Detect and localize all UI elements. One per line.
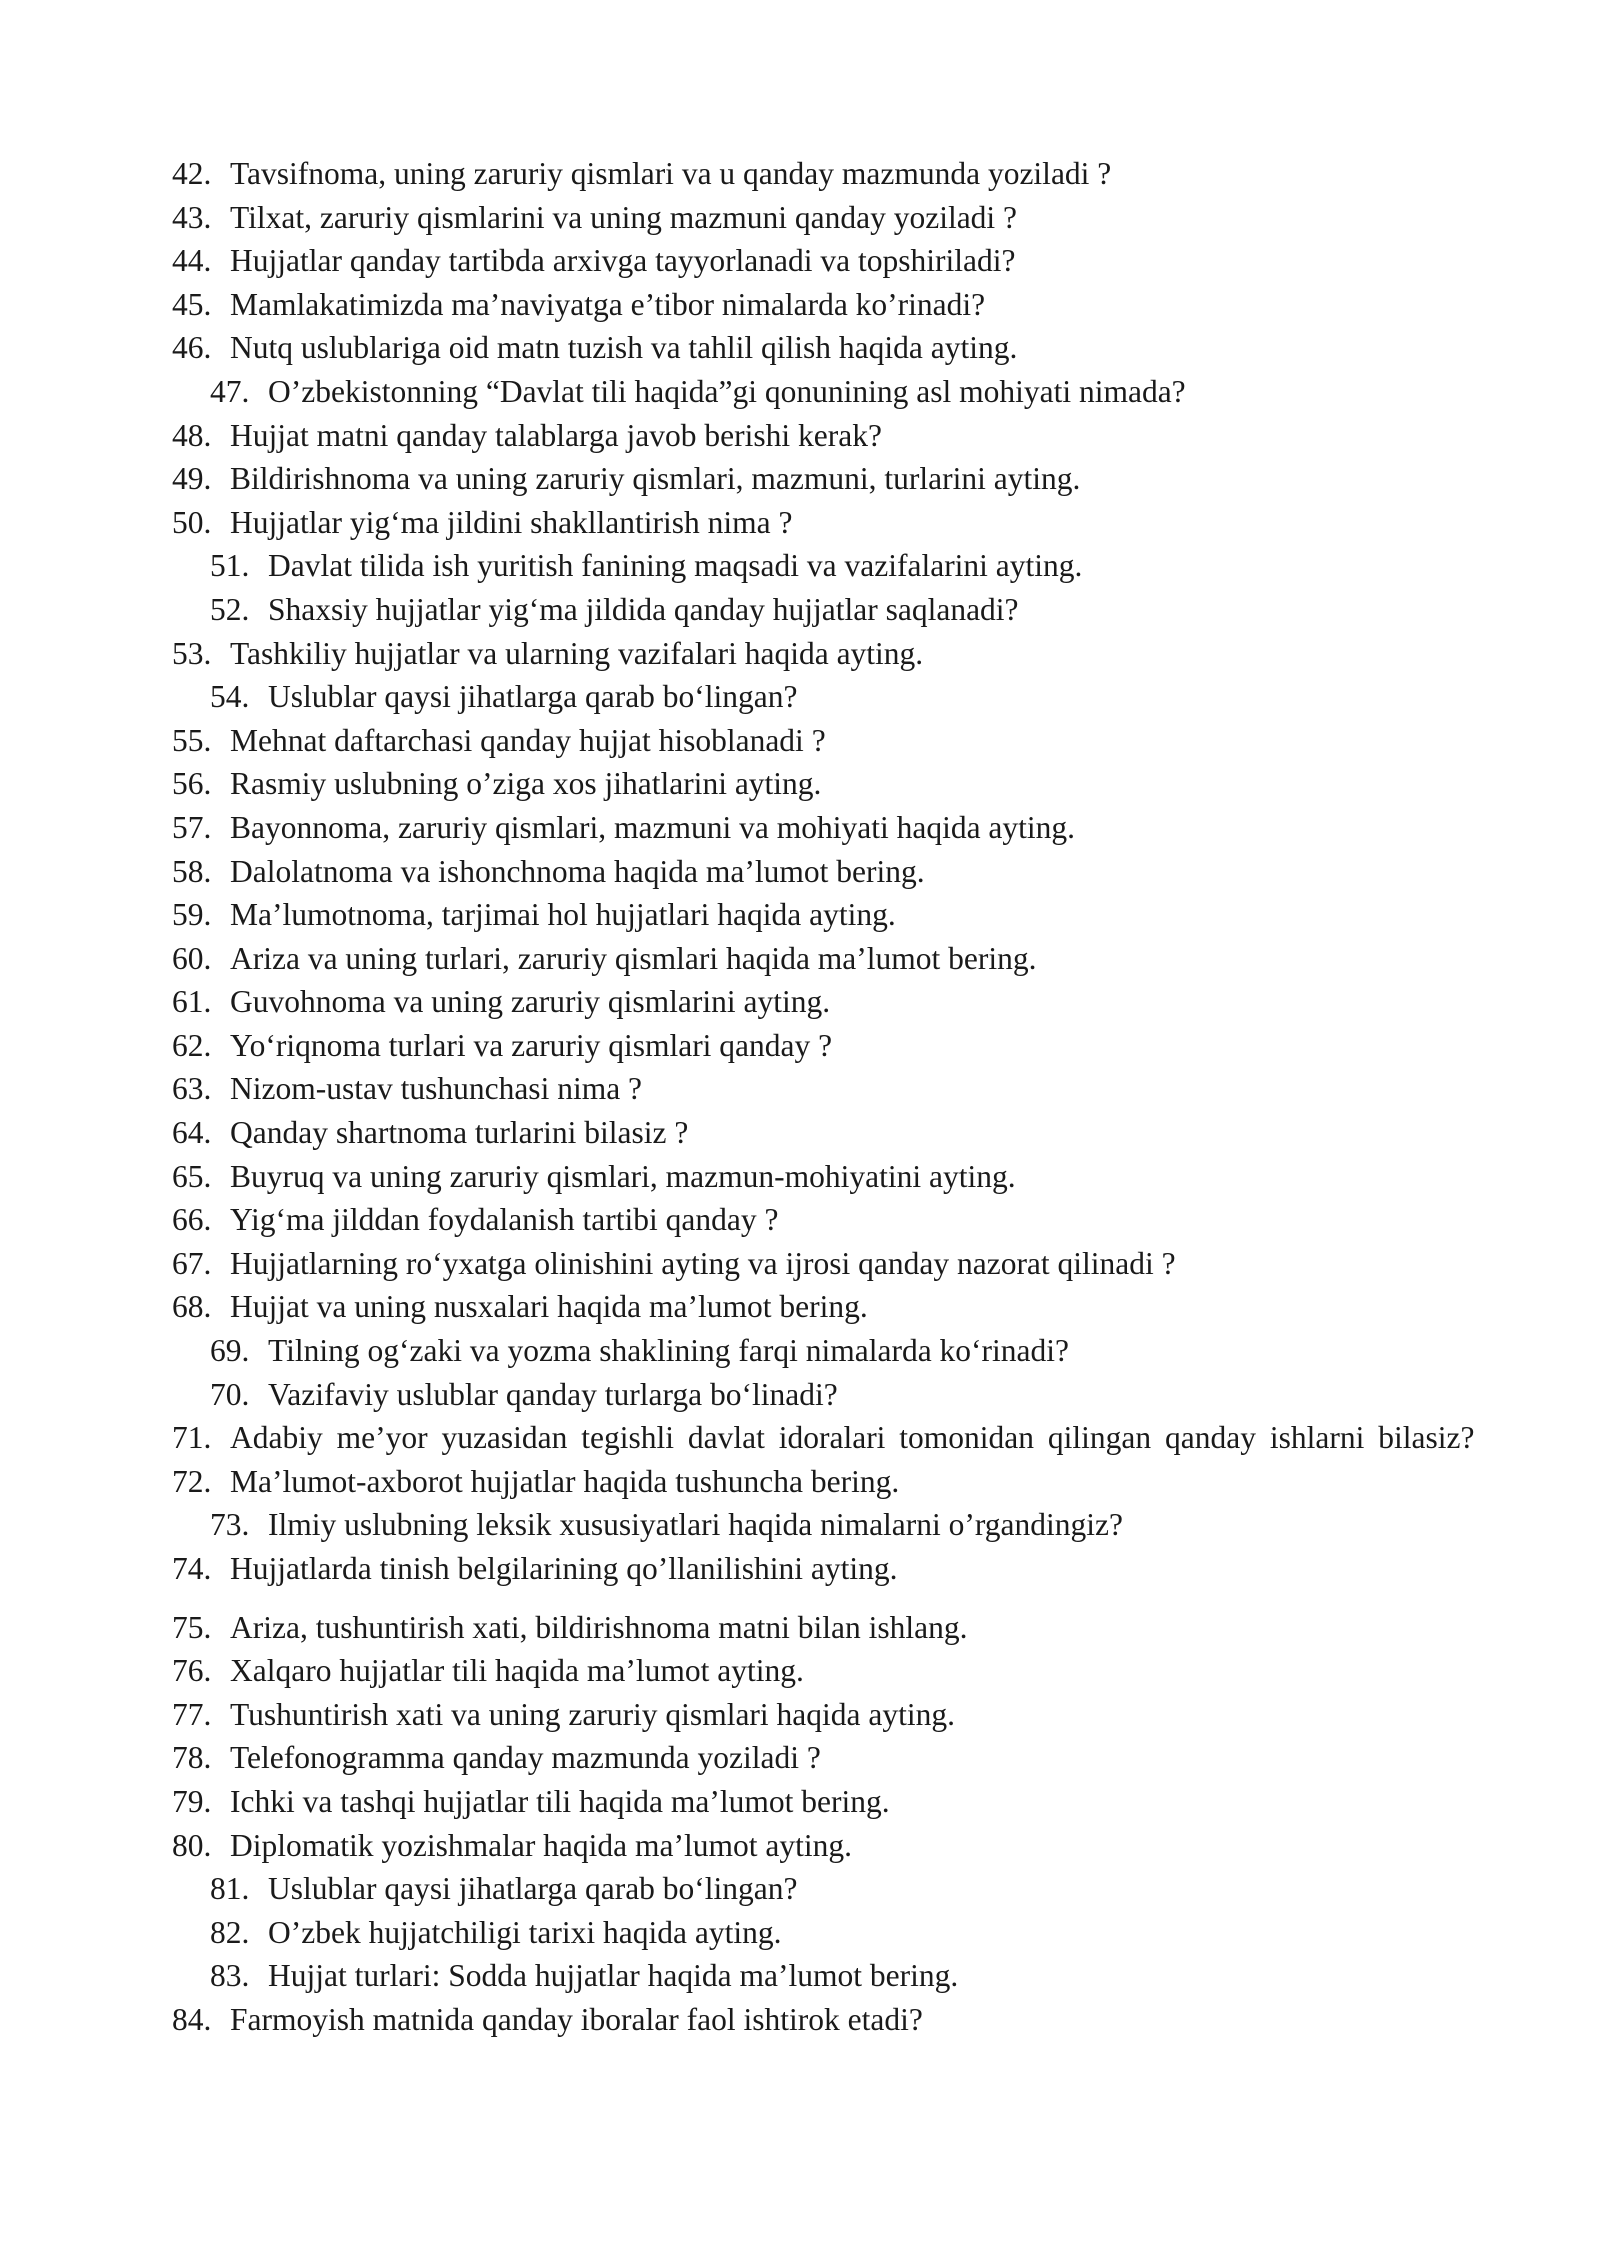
question-item xyxy=(172,1736,1500,1780)
question-number: 64. xyxy=(172,1115,212,1151)
question-number: 74. xyxy=(172,1551,212,1586)
question-number: 80. xyxy=(172,1827,212,1863)
question-number: 43. xyxy=(172,199,212,235)
question-text: Tavsifnoma, uning zaruriy qismlari va u qanday mazmunda yoziladi ? xyxy=(230,156,1112,191)
question-item xyxy=(172,1824,1500,1868)
question-text: Mamlakatimizda ma’naviyatga e’tibor nimalarda ko’rinadi? xyxy=(230,286,986,322)
question-item xyxy=(172,1242,1500,1286)
question-item xyxy=(172,980,1500,1024)
question-item xyxy=(172,1649,1500,1693)
question-item xyxy=(172,762,1500,806)
question-item xyxy=(172,588,1500,632)
question-number: 50. xyxy=(172,504,212,540)
question-text: Dalolatnoma va ishonchnoma haqida ma’lumot bering. xyxy=(230,853,925,889)
question-text: Davlat tilida ish yuritish fanining maqsadi va vazifalarini ayting. xyxy=(268,548,1083,584)
question-item xyxy=(172,1416,1500,1460)
question-item xyxy=(172,893,1500,937)
question-number: 77. xyxy=(172,1696,212,1732)
question-text: Hujjatlarda tinish belgilarining qo’llanilishini ayting. xyxy=(230,1551,898,1586)
question-text: Hujjatlar qanday tartibda arxivga tayyorlanadi va topshiriladi? xyxy=(230,243,1016,279)
question-item xyxy=(172,501,1500,545)
question-text: Uslublar qaysi jihatlarga qarab bo‘lingan? xyxy=(268,1871,798,1907)
question-text: Buyruq va uning zaruriy qismlari, mazmun-mohiyatini ayting. xyxy=(230,1158,1016,1194)
question-item xyxy=(172,457,1500,501)
question-text: Ariza, tushuntirish xati, bildirishnoma matni bilan ishlang. xyxy=(230,1609,968,1645)
question-text: Adabiy me’yor yuzasidan tegishli davlat idoralari tomonidan qilingan qanday ishlarni bilasiz? xyxy=(230,1420,1475,1456)
question-text: Vazifaviy uslublar qanday turlarga bo‘linadi? xyxy=(268,1376,838,1412)
question-text: Yig‘ma jilddan foydalanish tartibi qanday ? xyxy=(230,1202,779,1238)
question-text: Tilning og‘zaki va yozma shaklining farqi nimalarda ko‘rinadi? xyxy=(268,1333,1070,1369)
question-item xyxy=(172,1606,1500,1650)
question-number: 81. xyxy=(210,1871,250,1907)
question-item xyxy=(172,196,1500,240)
question-number: 55. xyxy=(172,722,212,758)
question-number: 65. xyxy=(172,1158,212,1194)
question-text: Nutq uslublariga oid matn tuzish va tahlil qilish haqida ayting. xyxy=(230,330,1018,366)
question-number: 62. xyxy=(172,1027,212,1063)
question-text: Mehnat daftarchasi qanday hujjat hisoblanadi ? xyxy=(230,722,826,758)
question-item xyxy=(172,326,1500,370)
question-number: 75. xyxy=(172,1609,212,1645)
question-item xyxy=(172,239,1500,283)
question-number: 49. xyxy=(172,461,212,497)
question-number: 48. xyxy=(172,417,212,453)
question-number: 82. xyxy=(210,1914,250,1950)
question-item xyxy=(172,1067,1500,1111)
question-item xyxy=(172,1693,1500,1737)
question-text: Hujjat va uning nusxalari haqida ma’lumot bering. xyxy=(230,1289,868,1325)
question-number: 67. xyxy=(172,1245,212,1281)
question-number: 52. xyxy=(210,591,250,627)
question-number: 76. xyxy=(172,1653,212,1689)
question-number: 59. xyxy=(172,897,212,933)
question-item xyxy=(172,1198,1500,1242)
question-text: Yo‘riqnoma turlari va zaruriy qismlari qanday ? xyxy=(230,1027,833,1063)
question-item xyxy=(172,1024,1500,1068)
question-text: Ilmiy uslubning leksik xususiyatlari haqida nimalarni o’rgandingiz? xyxy=(268,1507,1124,1543)
question-text: Telefonogramma qanday mazmunda yoziladi ? xyxy=(230,1740,821,1776)
question-text: Hujjat turlari: Sodda hujjatlar haqida ma’lumot bering. xyxy=(268,1958,959,1994)
question-item xyxy=(172,1373,1500,1417)
question-text: Hujjatlarning ro‘yxatga olinishini ayting va ijrosi qanday nazorat qilinadi ? xyxy=(230,1245,1176,1281)
question-text: Qanday shartnoma turlarini bilasiz ? xyxy=(230,1115,689,1151)
question-text: Shaxsiy hujjatlar yig‘ma jildida qanday hujjatlar saqlanadi? xyxy=(268,591,1019,627)
question-number: 42. xyxy=(172,156,212,191)
question-item xyxy=(172,1867,1500,1911)
question-text: O’zbekistonning “Davlat tili haqida”gi qonunining asl mohiyati nimada? xyxy=(268,373,1186,409)
question-item xyxy=(172,544,1500,588)
question-text: Bildirishnoma va uning zaruriy qismlari, mazmuni, turlarini ayting. xyxy=(230,461,1081,497)
question-number: 47. xyxy=(210,373,250,409)
question-item xyxy=(172,370,1500,414)
question-item xyxy=(172,719,1500,763)
question-item xyxy=(172,414,1500,458)
question-item xyxy=(172,283,1500,327)
question-item xyxy=(172,1329,1500,1373)
question-text: Tashkiliy hujjatlar va ularning vazifalari haqida ayting. xyxy=(230,635,924,671)
question-item xyxy=(172,152,1500,196)
question-item xyxy=(172,1503,1500,1547)
question-text: O’zbek hujjatchiligi tarixi haqida ayting. xyxy=(268,1914,782,1950)
question-text: Nizom-ustav tushunchasi nima ? xyxy=(230,1071,643,1107)
question-number: 57. xyxy=(172,809,212,845)
question-item xyxy=(172,1911,1500,1955)
question-text: Tilxat, zaruriy qismlarini va uning mazmuni qanday yoziladi ? xyxy=(230,199,1018,235)
question-number: 58. xyxy=(172,853,212,889)
question-item xyxy=(172,1954,1500,1998)
question-text: Ma’lumot-axborot hujjatlar haqida tushuncha bering. xyxy=(230,1463,900,1499)
question-text: Ariza va uning turlari, zaruriy qismlari haqida ma’lumot bering. xyxy=(230,940,1037,976)
question-number: 63. xyxy=(172,1071,212,1107)
question-number: 60. xyxy=(172,940,212,976)
question-text: Diplomatik yozishmalar haqida ma’lumot ayting. xyxy=(230,1827,852,1863)
question-text: Ichki va tashqi hujjatlar tili haqida ma’lumot bering. xyxy=(230,1783,890,1819)
question-item xyxy=(172,1460,1500,1504)
question-text: Xalqaro hujjatlar tili haqida ma’lumot ayting. xyxy=(230,1653,804,1689)
question-text: Uslublar qaysi jihatlarga qarab bo‘lingan? xyxy=(268,679,798,715)
question-number: 69. xyxy=(210,1333,250,1369)
question-number: 51. xyxy=(210,548,250,584)
question-number: 46. xyxy=(172,330,212,366)
question-item xyxy=(172,675,1500,719)
question-item xyxy=(172,850,1500,894)
question-text: Rasmiy uslubning o’ziga xos jihatlarini ayting. xyxy=(230,766,822,802)
question-number: 56. xyxy=(172,766,212,802)
question-number: 68. xyxy=(172,1289,212,1325)
question-item xyxy=(172,1155,1500,1199)
question-text: Farmoyish matnida qanday iboralar faol ishtirok etadi? xyxy=(230,2001,923,2037)
question-number: 83. xyxy=(210,1958,250,1994)
question-item xyxy=(172,806,1500,850)
question-number: 78. xyxy=(172,1740,212,1776)
question-item xyxy=(172,1998,1500,2042)
question-number: 54. xyxy=(210,679,250,715)
question-list xyxy=(172,152,1500,2042)
question-number: 71. xyxy=(172,1420,212,1456)
question-number: 70. xyxy=(210,1376,250,1412)
question-number: 61. xyxy=(172,984,212,1020)
question-number: 44. xyxy=(172,243,212,279)
question-number: 79. xyxy=(172,1783,212,1819)
question-number: 45. xyxy=(172,286,212,322)
question-item xyxy=(172,937,1500,981)
question-number: 73. xyxy=(210,1507,250,1543)
question-item xyxy=(172,632,1500,676)
question-text: Bayonnoma, zaruriy qismlari, mazmuni va mohiyati haqida ayting. xyxy=(230,809,1076,845)
question-number: 53. xyxy=(172,635,212,671)
question-text: Tushuntirish xati va uning zaruriy qismlari haqida ayting. xyxy=(230,1696,955,1732)
question-text: Ma’lumotnoma, tarjimai hol hujjatlari haqida ayting. xyxy=(230,897,896,933)
question-text: Hujjatlar yig‘ma jildini shakllantirish nima ? xyxy=(230,504,793,540)
question-item xyxy=(172,1111,1500,1155)
question-number: 66. xyxy=(172,1202,212,1238)
question-text: Hujjat matni qanday talablarga javob berishi kerak? xyxy=(230,417,882,453)
question-number: 84. xyxy=(172,2001,212,2037)
question-item xyxy=(172,1285,1500,1329)
question-number: 72. xyxy=(172,1463,212,1499)
question-text: Guvohnoma va uning zaruriy qismlarini ayting. xyxy=(230,984,831,1020)
question-item xyxy=(172,1547,1500,1591)
question-item xyxy=(172,1780,1500,1824)
